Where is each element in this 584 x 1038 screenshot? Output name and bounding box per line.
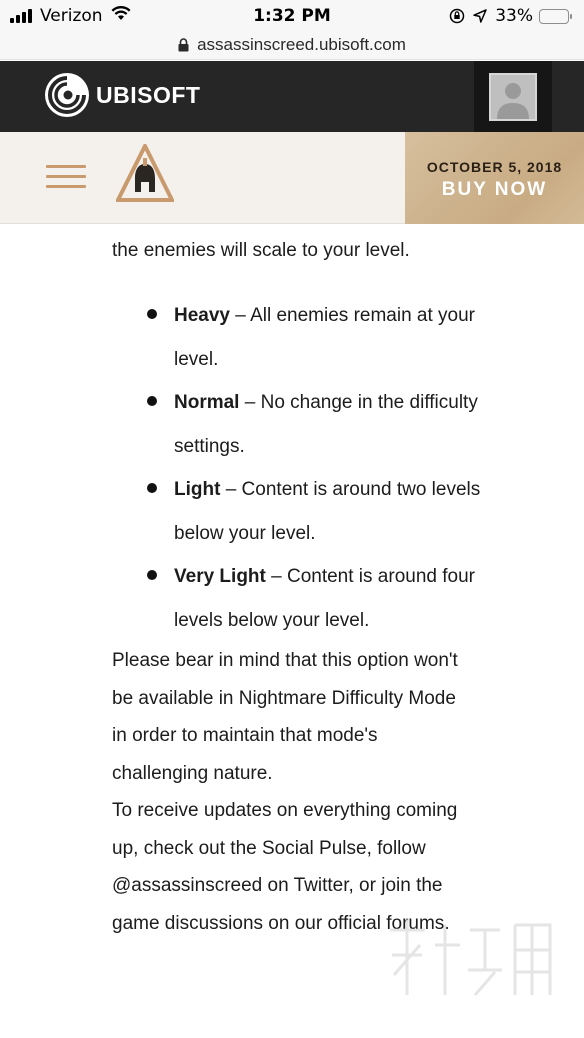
list-desc: – Content is around four levels below your level. bbox=[174, 566, 475, 631]
intro-tail: the enemies will scale to your level. bbox=[112, 240, 410, 261]
list-item bbox=[112, 555, 492, 642]
social-pulse-link[interactable]: Social Pulse bbox=[262, 837, 367, 859]
status-right bbox=[449, 6, 572, 26]
watermark-graphic bbox=[380, 910, 560, 1000]
closing-text-2: , follow bbox=[366, 837, 426, 859]
spartan-helmet-icon bbox=[116, 144, 174, 202]
url-text: assassinscreed.ubisoft.com bbox=[197, 34, 406, 54]
nightmare-note: Please bear in mind that this option won't be available in Nightmare Difficulty Mode in order to maintain that mode's challenging nature. bbox=[112, 650, 458, 784]
twitter-link[interactable]: @assassinscreed on Twitter bbox=[112, 875, 349, 896]
list-desc: – Content is around two levels below your level. bbox=[174, 479, 481, 544]
ubisoft-wordmark: UBISOFT bbox=[96, 81, 201, 108]
article-body bbox=[112, 234, 512, 942]
carrier-name: Verizon bbox=[40, 6, 103, 26]
forums-link[interactable]: official forums bbox=[327, 912, 445, 934]
list-desc: – No change in the difficulty settings. bbox=[174, 392, 478, 457]
user-avatar-icon bbox=[489, 73, 537, 121]
orientation-lock-icon bbox=[449, 8, 465, 24]
address-bar[interactable] bbox=[0, 30, 584, 60]
account-button[interactable] bbox=[474, 61, 552, 132]
list-item bbox=[112, 294, 492, 381]
buy-now-button[interactable] bbox=[405, 132, 584, 224]
list-desc: – All enemies remain at your level. bbox=[174, 305, 476, 370]
closing-text-4: . bbox=[444, 912, 450, 934]
battery-percent: 33% bbox=[495, 6, 533, 26]
release-date: OCTOBER 5, 2018 bbox=[426, 159, 563, 175]
game-header bbox=[0, 132, 584, 224]
lock-icon bbox=[178, 38, 189, 52]
hamburger-icon[interactable] bbox=[46, 165, 86, 189]
ubisoft-logo[interactable] bbox=[44, 72, 200, 118]
list-term: Normal bbox=[174, 392, 240, 413]
list-item bbox=[112, 381, 492, 468]
ubisoft-header bbox=[0, 61, 584, 132]
status-bar bbox=[0, 0, 584, 34]
list-term: Heavy bbox=[174, 305, 230, 326]
closing-text-3: , or join the game discussions on our bbox=[112, 875, 443, 934]
odyssey-logo[interactable] bbox=[116, 144, 174, 207]
buy-now-label: BUY NOW bbox=[441, 179, 548, 200]
list-term: Light bbox=[174, 479, 221, 500]
status-time: 1:32 PM bbox=[253, 6, 331, 26]
closing-text-1: To receive updates on everything coming up, check out the bbox=[112, 800, 458, 859]
difficulty-list bbox=[112, 294, 512, 642]
battery-icon bbox=[539, 9, 572, 24]
list-item bbox=[112, 468, 492, 555]
ubisoft-swirl-icon bbox=[44, 72, 90, 118]
list-term: Very Light bbox=[174, 566, 266, 587]
location-arrow-icon bbox=[473, 9, 487, 23]
